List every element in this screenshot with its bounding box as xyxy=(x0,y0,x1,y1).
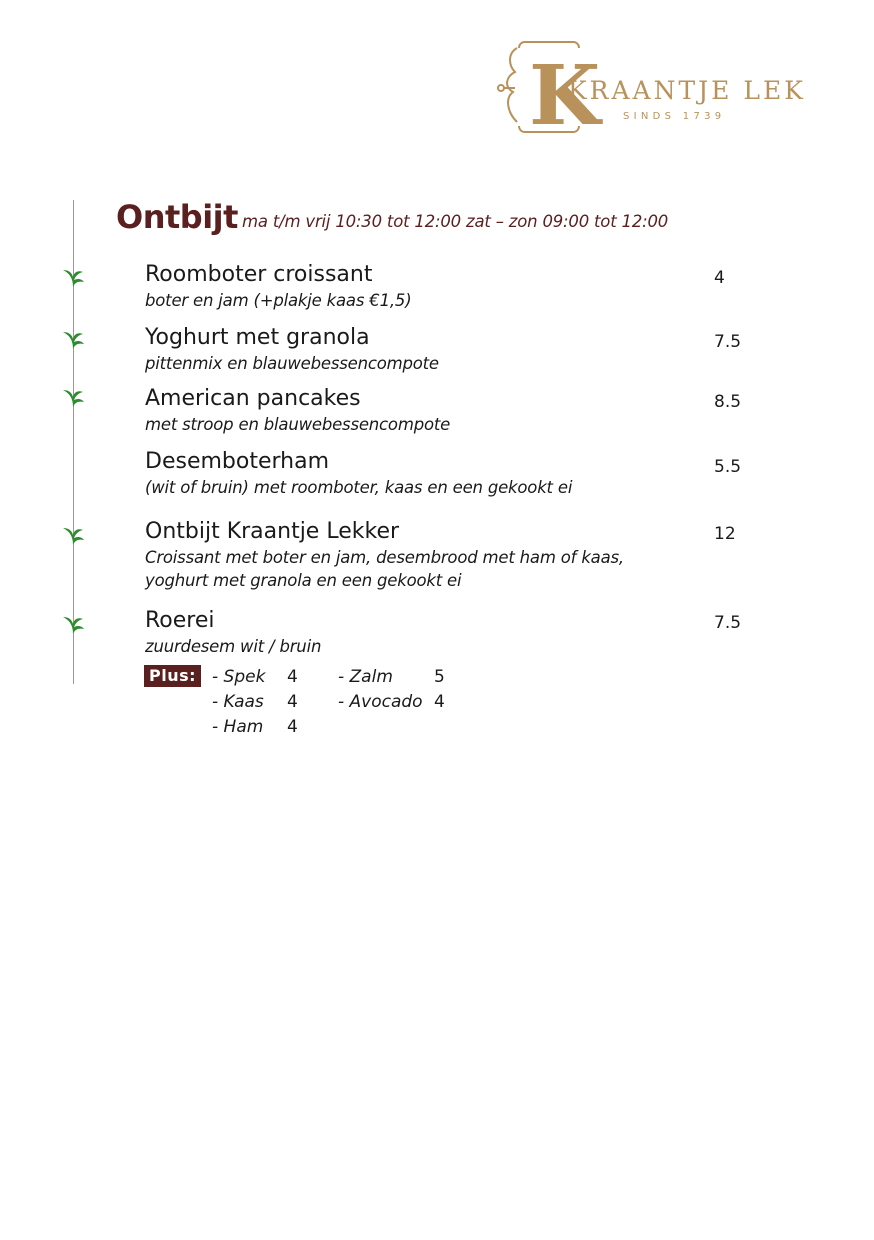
menu-item-price: 7.5 xyxy=(714,332,742,352)
menu-item-description: zuurdesem wit / bruin xyxy=(145,637,322,656)
brand-logo xyxy=(495,36,805,136)
extra-option-price: 4 xyxy=(287,717,298,737)
brand-since: SINDS 1739 xyxy=(623,111,726,122)
leaf-sprout-icon xyxy=(61,386,85,408)
menu-item-name: Roomboter croissant xyxy=(145,262,373,287)
extra-option-name: - Kaas xyxy=(212,692,264,712)
opening-hours: ma t/m vrij 10:30 tot 12:00 zat – zon 09:00 tot 12:00 xyxy=(242,212,669,231)
menu-item-name: American pancakes xyxy=(145,386,361,411)
menu-item-name: Yoghurt met granola xyxy=(145,325,370,350)
menu-item-description: yoghurt met granola en een gekookt ei xyxy=(145,571,462,590)
page-title: Ontbijt xyxy=(116,198,238,236)
menu-item-price: 12 xyxy=(714,524,736,544)
menu-item-name: Ontbijt Kraantje Lekker xyxy=(145,519,400,544)
extra-option-name: - Zalm xyxy=(338,667,393,687)
menu-item-name: Roerei xyxy=(145,608,215,633)
extras-label-badge: Plus: xyxy=(144,665,201,687)
logo-letter: K xyxy=(529,48,601,136)
leaf-sprout-icon xyxy=(61,328,85,350)
menu-item-description: (wit of bruin) met roomboter, kaas en een gekookt ei xyxy=(145,478,573,497)
menu-item-price: 8.5 xyxy=(714,392,742,412)
menu-item-description: boter en jam (+plakje kaas €1,5) xyxy=(145,291,412,310)
menu-item-price: 7.5 xyxy=(714,613,742,633)
menu-item-description: met stroop en blauwebessencompote xyxy=(145,415,451,434)
brand-name: KRAANTJE LEK xyxy=(568,76,806,105)
extra-option-name: - Ham xyxy=(212,717,264,737)
extra-option-price: 5 xyxy=(434,667,445,687)
menu-item-description: Croissant met boter en jam, desembrood met ham of kaas, xyxy=(145,548,624,567)
extra-option-name: - Spek xyxy=(212,667,266,687)
leaf-sprout-icon xyxy=(61,613,85,635)
menu-item-description: pittenmix en blauwebessencompote xyxy=(145,354,439,373)
menu-item-name: Desemboterham xyxy=(145,449,330,474)
leaf-sprout-icon xyxy=(61,266,85,288)
menu-item-price: 5.5 xyxy=(714,457,742,477)
extra-option-name: - Avocado xyxy=(338,692,423,712)
menu-item-price: 4 xyxy=(714,268,725,288)
extra-option-price: 4 xyxy=(287,667,298,687)
extra-option-price: 4 xyxy=(434,692,445,712)
extra-option-price: 4 xyxy=(287,692,298,712)
leaf-sprout-icon xyxy=(61,524,85,546)
